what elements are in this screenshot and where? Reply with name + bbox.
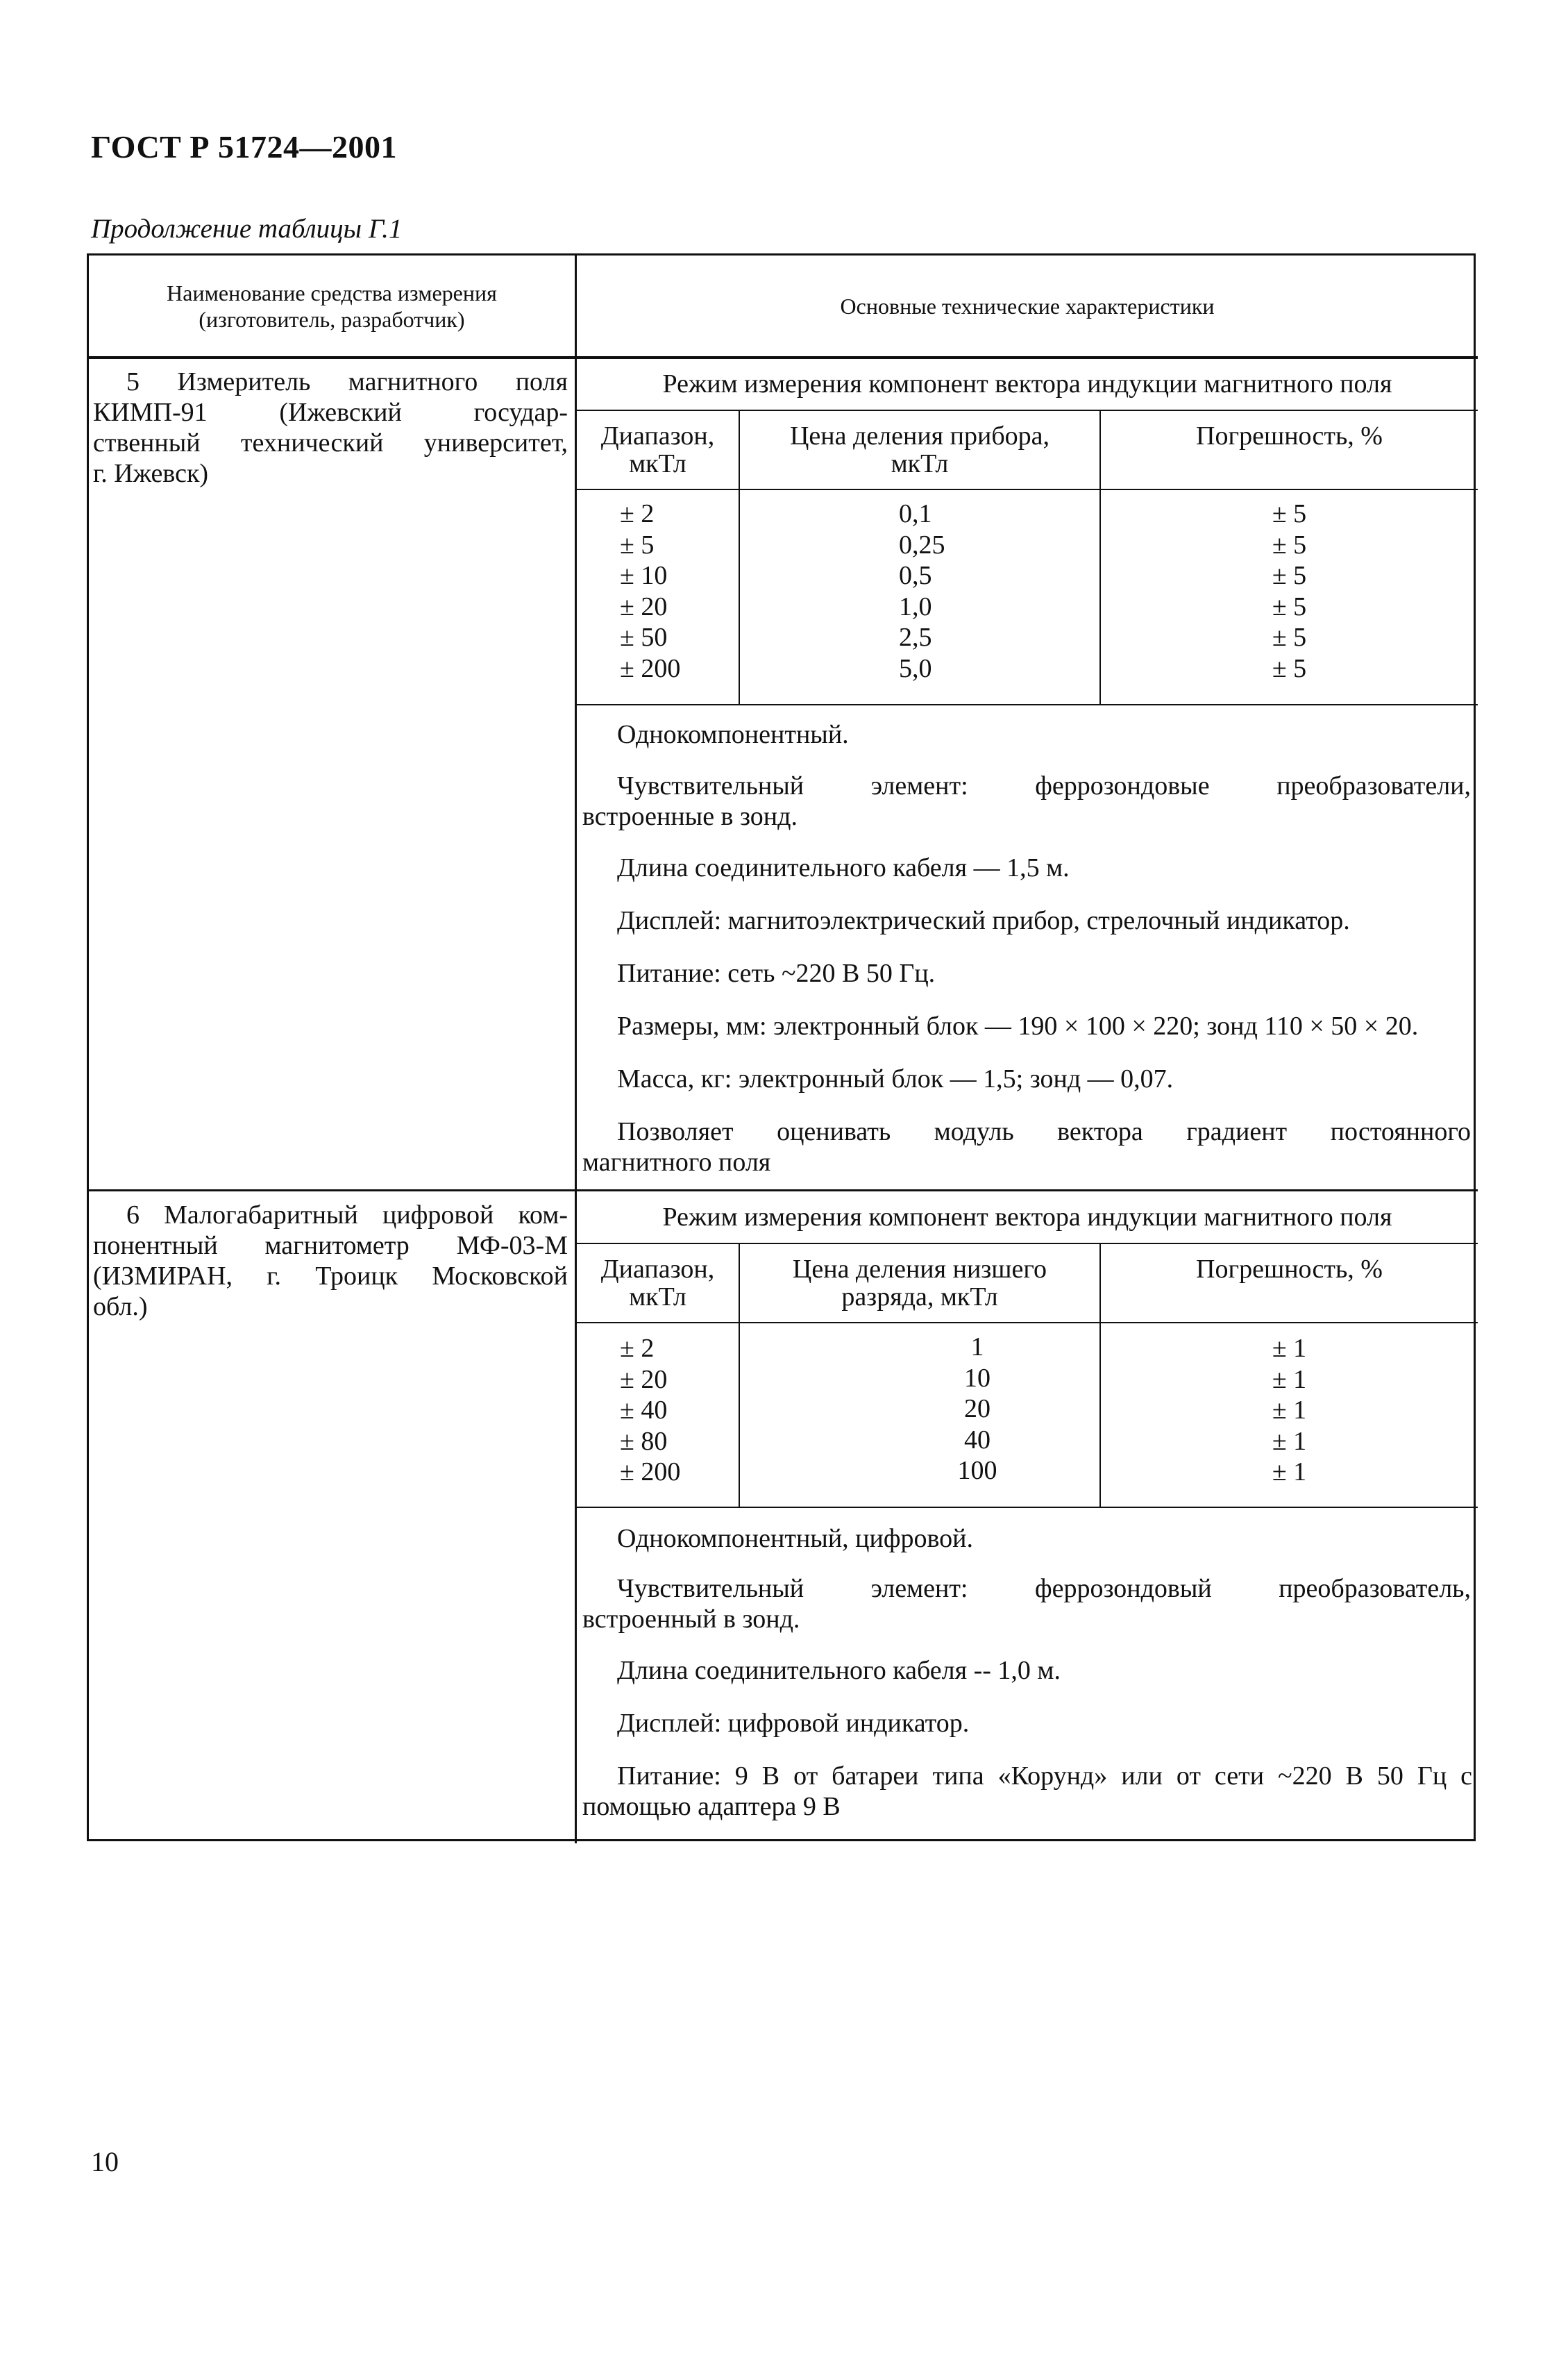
document-code: ГОСТ Р 51724—2001: [91, 129, 397, 165]
row6-note: [582, 1655, 1471, 1686]
row5-subheader-separator: [575, 489, 1478, 490]
row5-range-value: ± 5: [620, 530, 655, 560]
row6-division-value: 40: [964, 1425, 990, 1455]
row5-name-line: ственный технический университет,: [93, 428, 568, 458]
row5-note: [582, 1011, 1478, 1041]
row6-range-value: ± 2: [620, 1334, 655, 1363]
row6-error-value: ± 1: [1272, 1396, 1307, 1425]
row6-division-value: 20: [964, 1394, 990, 1423]
row5-mode: Режим измерения компонент вектора индукции магнитного поля: [662, 369, 1392, 399]
row6-name-line: 6 Малогабаритный цифровой ком-: [126, 1200, 568, 1230]
row5-division-value: 0,25: [899, 530, 945, 560]
row5-note: [582, 958, 1471, 989]
row5-values-separator: [575, 704, 1478, 705]
row6-range-header-line1: Диапазон,: [600, 1255, 715, 1284]
row6-name-line: понентный магнитометр МФ-03-М: [93, 1231, 568, 1260]
row5-division-header-line2: мкТл: [891, 449, 949, 478]
column-header-name-line2: (изготовитель, разработчик): [199, 306, 465, 332]
row6-name: [93, 1200, 568, 1322]
row6-subheader-separator: [575, 1322, 1478, 1323]
row5-note: [582, 1064, 1471, 1094]
row6-name-line: обл.): [93, 1292, 148, 1321]
row5-note: [582, 853, 1471, 883]
row6-note-line: Длина соединительного кабеля -- 1,0 м.: [617, 1656, 1061, 1685]
row6-note-line: Чувствительный элемент: феррозондовый преобразователь,: [617, 1574, 1471, 1603]
row5-error-value: ± 5: [1272, 530, 1307, 560]
row5-error-value: ± 5: [1272, 592, 1307, 621]
row5-errors: [1101, 499, 1478, 684]
row6-note-line: помощью адаптера 9 В: [582, 1792, 841, 1821]
row6-error-value: ± 1: [1272, 1334, 1307, 1363]
row6-note-line: встроенный в зонд.: [582, 1605, 800, 1634]
row5-name-line: 5 Измеритель магнитного поля: [126, 367, 568, 396]
row5-note-line: Однокомпонентный.: [617, 720, 849, 749]
column-header-name-line1: Наименование средства измерения: [167, 280, 497, 305]
row5-note-line: Чувствительный элемент: феррозондовые преобразователи,: [617, 771, 1471, 801]
table-caption: Продолжение таблицы Г.1: [91, 214, 403, 244]
row5-note: [582, 719, 1471, 750]
row6-division-header-line1: Цена деления низшего: [792, 1255, 1047, 1284]
row6-name-line: (ИЗМИРАН, г. Троицк Московской: [93, 1262, 568, 1291]
row6-note: [582, 1523, 1471, 1554]
row6-errors: [1101, 1333, 1478, 1488]
row6-range-value: ± 80: [620, 1426, 668, 1456]
row5-range-value: ± 50: [620, 623, 668, 652]
row5-division-header-line1: Цена деления прибора,: [789, 421, 1050, 451]
row6-error-header: Погрешность, %: [1196, 1255, 1383, 1284]
row6-range-value: ± 200: [620, 1457, 681, 1486]
row5-note-line: Размеры, мм: электронный блок — 190 × 100 × 220; зонд 110 × 50 × 20.: [617, 1012, 1419, 1041]
row6-note-line: Однокомпонентный, цифровой.: [617, 1524, 973, 1553]
row6-error-value: ± 1: [1272, 1364, 1307, 1394]
row6-note-line: Питание: 9 В от батареи типа «Корунд» или от сети ~220 В 50 Гц с: [617, 1761, 1472, 1791]
row6-note: [582, 1761, 1472, 1822]
row5-range-header-line2: мкТл: [629, 449, 686, 478]
row6-division-header: [740, 1254, 1099, 1312]
row6-note: [582, 1573, 1471, 1634]
row5-note-line: Масса, кг: электронный блок — 1,5; зонд — 0,07.: [617, 1064, 1174, 1094]
row5-division-value: 0,5: [899, 561, 932, 590]
row6-division-value: 10: [964, 1363, 990, 1393]
row5-note-line: Дисплей: магнитоэлектрический прибор, стрелочный индикатор.: [617, 906, 1350, 935]
row5-range-header: [577, 421, 739, 476]
row5-error-header: Погрешность, %: [1196, 421, 1383, 451]
row5-mode-separator: [575, 410, 1478, 411]
row6-division-header-line2: разряда, мкТл: [841, 1282, 998, 1312]
row5-division-header: [740, 421, 1099, 476]
column-header-specs-label: Основные технические характеристики: [840, 293, 1215, 319]
row6-note: [582, 1708, 1471, 1739]
row6-mode: Режим измерения компонент вектора индукции магнитного поля: [662, 1203, 1392, 1232]
row5-name-line: г. Ижевск): [93, 459, 209, 488]
row5-note: [582, 905, 1471, 936]
row5-division-value: 2,5: [899, 623, 932, 652]
page-number: 10: [91, 2146, 119, 2177]
row5-error-value: ± 5: [1272, 499, 1307, 528]
row5-note: [582, 1116, 1471, 1178]
row5-error-value: ± 5: [1272, 561, 1307, 590]
row-separator: [89, 1189, 1478, 1191]
row6-divisions: [936, 1332, 1019, 1486]
row6-range-header-line2: мкТл: [629, 1282, 686, 1312]
row5-range-value: ± 10: [620, 561, 668, 590]
row6-error-value: ± 1: [1272, 1426, 1307, 1456]
row5-note: [582, 771, 1471, 832]
row5-error-value: ± 5: [1272, 623, 1307, 652]
row6-error-value: ± 1: [1272, 1457, 1307, 1486]
specs-table: [87, 253, 1476, 1841]
row5-division-value: 5,0: [899, 653, 932, 683]
column-header-specs: [577, 255, 1478, 356]
row5-range-value: ± 200: [620, 653, 681, 683]
header-separator: [89, 356, 1478, 359]
row5-range-value: ± 20: [620, 592, 668, 621]
row5-ranges: [620, 499, 731, 684]
row6-range-header: [577, 1254, 739, 1312]
row5-division-value: 0,1: [899, 499, 932, 528]
row5-note-line: Позволяет оценивать модуль вектора градиент постоянного: [617, 1117, 1471, 1146]
row5-division-value: 1,0: [899, 592, 932, 621]
row5-note-line: магнитного поля: [582, 1148, 771, 1177]
row5-note-line: Длина соединительного кабеля — 1,5 м.: [617, 853, 1070, 882]
row6-division-value: 100: [957, 1456, 997, 1485]
row6-values-separator: [575, 1507, 1478, 1508]
row5-range-header-line1: Диапазон,: [600, 421, 715, 451]
row5-range-value: ± 2: [620, 499, 655, 528]
column-header-name: [89, 255, 575, 356]
row6-range-value: ± 40: [620, 1396, 668, 1425]
row5-note-line: Питание: сеть ~220 В 50 Гц.: [617, 959, 936, 988]
row6-ranges: [620, 1333, 731, 1488]
row6-division-value: 1: [970, 1332, 984, 1362]
row5-name: [93, 367, 568, 489]
row5-divisions: [899, 499, 1038, 684]
row6-note-line: Дисплей: цифровой индикатор.: [617, 1709, 970, 1738]
row6-range-value: ± 20: [620, 1364, 668, 1394]
row5-name-line: КИМП-91 (Ижевский государ-: [93, 398, 568, 427]
row5-note-line: встроенные в зонд.: [582, 802, 798, 831]
row6-mode-separator: [575, 1243, 1478, 1244]
column-divider: [575, 255, 577, 1843]
row5-error-value: ± 5: [1272, 653, 1307, 683]
